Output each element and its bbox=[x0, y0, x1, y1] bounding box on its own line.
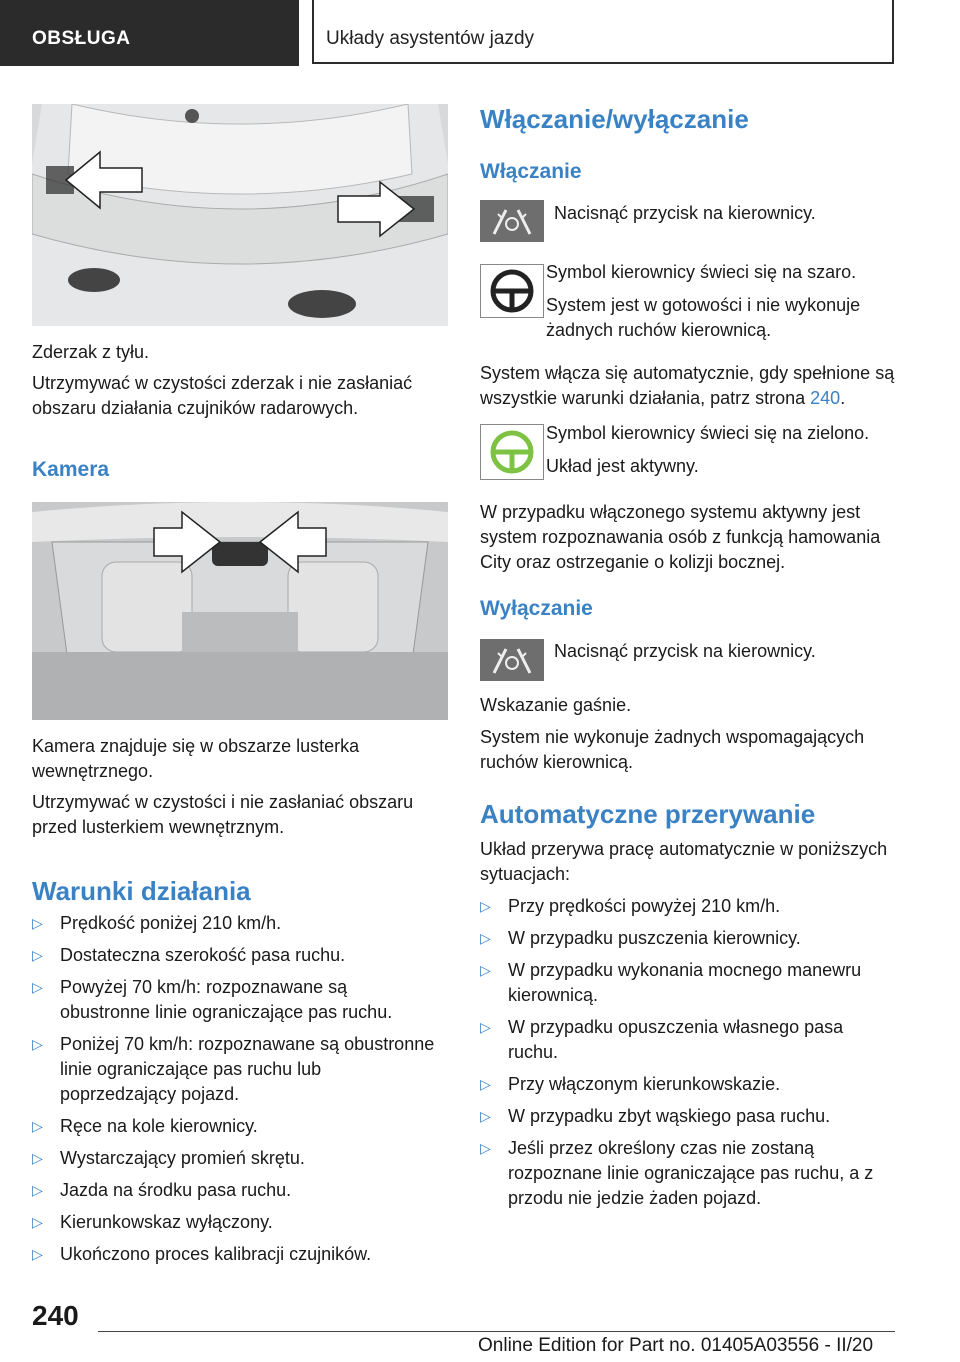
off-indicator-text: Wskazanie gaśnie. bbox=[480, 695, 632, 715]
triangle-bullet-icon: ▷ bbox=[32, 1118, 43, 1134]
conditions-list bbox=[32, 911, 442, 1274]
interrupt-intro: Układ przerywa pracę automatycznie w poniższych sytuacjach: bbox=[480, 839, 888, 884]
off-text: System nie wykonuje żadnych wspomagających ruchów kierownicą. bbox=[480, 727, 865, 772]
camera-heading: Kamera bbox=[32, 458, 110, 481]
list-item: ▷ Powyżej 70 km/h: rozpoznawane są obustronne linie ograniczające pas ruchu. bbox=[32, 977, 393, 1022]
list-item: ▷ Przy włączonym kierunkowskazie. bbox=[480, 1072, 892, 1097]
lane-assist-button-icon bbox=[480, 639, 544, 681]
triangle-bullet-icon: ▷ bbox=[32, 979, 43, 995]
ready-text: System jest w gotowości i nie wykonuje żadnych ruchów kierownicą. bbox=[546, 295, 861, 340]
triangle-bullet-icon: ▷ bbox=[480, 962, 491, 978]
auto-on-text: System włącza się automatycznie, gdy spełnione są wszystkie warunki działania, patrz strona 240. bbox=[480, 363, 895, 408]
steering-wheel-grey-icon bbox=[480, 264, 544, 318]
bumper-caption: Zderzak z tyłu. bbox=[32, 342, 150, 362]
triangle-bullet-icon: ▷ bbox=[480, 898, 491, 914]
interrupt-list bbox=[480, 894, 892, 1218]
grey-symbol-text: Symbol kierownicy świeci się na szaro. bbox=[546, 262, 857, 282]
triangle-bullet-icon: ▷ bbox=[32, 915, 43, 931]
triangle-bullet-icon: ▷ bbox=[480, 1076, 491, 1092]
triangle-bullet-icon: ▷ bbox=[32, 1214, 43, 1230]
list-item: ▷ W przypadku opuszczenia własnego pasa ruchu. bbox=[480, 1017, 844, 1062]
list-item: ▷ Ukończono proces kalibracji czujników. bbox=[32, 1242, 442, 1267]
off-heading: Wyłączanie bbox=[480, 597, 593, 620]
off-press-text: Nacisnąć przycisk na kierownicy. bbox=[554, 641, 816, 661]
on-press-text: Nacisnąć przycisk na kierownicy. bbox=[554, 203, 816, 223]
page-number: 240 bbox=[32, 1300, 79, 1331]
list-item: ▷ W przypadku puszczenia kierownicy. bbox=[480, 926, 892, 951]
footer-divider bbox=[98, 1331, 895, 1332]
list-item: ▷ W przypadku wykonania mocnego manewru kierownicą. bbox=[480, 960, 862, 1005]
list-item: ▷ Przy prędkości powyżej 210 km/h. bbox=[480, 894, 892, 919]
on-off-heading: Włączanie/wyłączanie bbox=[480, 104, 749, 134]
list-item: ▷ Prędkość poniżej 210 km/h. bbox=[32, 911, 442, 936]
lane-assist-button-icon bbox=[480, 200, 544, 242]
conditions-heading: Warunki działania bbox=[32, 876, 251, 906]
steering-wheel-green-icon bbox=[480, 424, 544, 480]
list-item: ▷ Kierunkowskaz wyłączony. bbox=[32, 1210, 442, 1235]
active-text: Układ jest aktywny. bbox=[546, 456, 699, 476]
triangle-bullet-icon: ▷ bbox=[32, 1246, 43, 1262]
page-link[interactable]: 240 bbox=[810, 388, 841, 408]
camera-caption: Kamera znajduje się w obszarze lusterka wewnętrznego. bbox=[32, 736, 360, 781]
section-title: OBSŁUGA bbox=[32, 28, 131, 49]
city-text: W przypadku włączonego systemu aktywny jest system rozpoznawania osób z funkcją hamowania City oraz ostrzeganie o kolizji bocznej. bbox=[480, 502, 881, 572]
chapter-title: Układy asystentów jazdy bbox=[326, 28, 535, 49]
list-item: ▷ Jazda na środku pasa ruchu. bbox=[32, 1178, 442, 1203]
list-item: ▷ Poniżej 70 km/h: rozpoznawane są obustronne linie ograniczające pas ruchu lub poprzedzający pojazd. bbox=[32, 1034, 435, 1104]
triangle-bullet-icon: ▷ bbox=[480, 1140, 491, 1156]
chapter-tab bbox=[312, 0, 894, 64]
triangle-bullet-icon: ▷ bbox=[480, 1019, 491, 1035]
camera-text: Utrzymywać w czystości i nie zasłaniać obszaru przed lusterkiem wewnętrznym. bbox=[32, 792, 414, 837]
triangle-bullet-icon: ▷ bbox=[480, 930, 491, 946]
green-symbol-text: Symbol kierownicy świeci się na zielono. bbox=[546, 423, 870, 443]
list-item: ▷ Jeśli przez określony czas nie zostaną rozpoznane linie ograniczające pas ruchu, a z przodu nie jedzie żaden pojazd. bbox=[480, 1138, 874, 1208]
triangle-bullet-icon: ▷ bbox=[32, 1150, 43, 1166]
on-heading: Włączanie bbox=[480, 160, 582, 183]
list-item: ▷ Ręce na kole kierownicy. bbox=[32, 1114, 442, 1139]
rear-bumper-illustration bbox=[32, 104, 448, 326]
bumper-text: Utrzymywać w czystości zderzak i nie zasłaniać obszaru działania czujników radarowych. bbox=[32, 373, 413, 418]
camera-mirror-illustration bbox=[32, 502, 448, 720]
edition-note: Online Edition for Part no. 01405A03556 - II/20 bbox=[478, 1335, 874, 1356]
list-item: ▷ W przypadku zbyt wąskiego pasa ruchu. bbox=[480, 1104, 892, 1129]
triangle-bullet-icon: ▷ bbox=[32, 1182, 43, 1198]
interrupt-heading: Automatyczne przerywanie bbox=[480, 799, 816, 829]
list-item: ▷ Wystarczający promień skrętu. bbox=[32, 1146, 442, 1171]
section-tab bbox=[0, 0, 299, 66]
triangle-bullet-icon: ▷ bbox=[32, 947, 43, 963]
list-item: ▷ Dostateczna szerokość pasa ruchu. bbox=[32, 943, 442, 968]
triangle-bullet-icon: ▷ bbox=[480, 1108, 491, 1124]
triangle-bullet-icon: ▷ bbox=[32, 1036, 43, 1052]
